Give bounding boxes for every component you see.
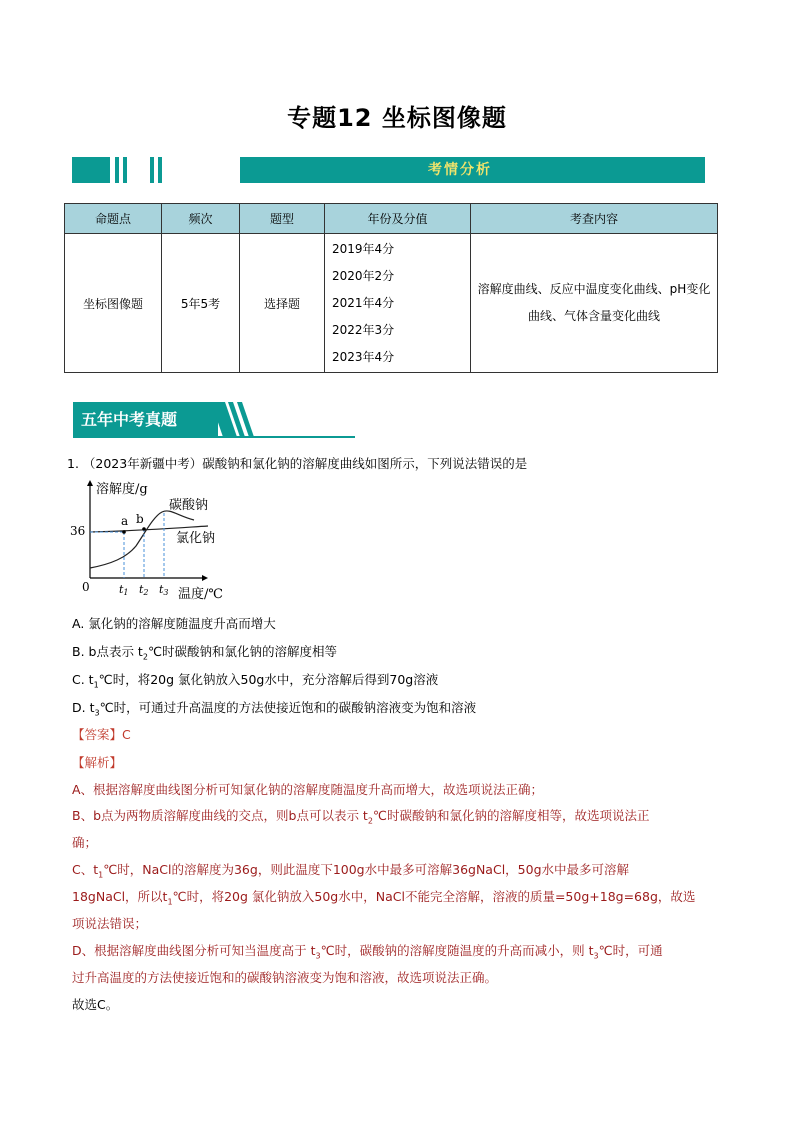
banner-title: 考情分析 — [240, 157, 680, 183]
year-entry: 2019年4分 — [332, 241, 395, 256]
x-tick-label: t3 — [159, 583, 169, 597]
conclusion: 故选C。 — [72, 997, 119, 1012]
year-entry: 2022年3分 — [332, 322, 395, 337]
banner-stripe — [158, 157, 162, 183]
banner-stripe — [123, 157, 127, 183]
table-row — [65, 234, 718, 373]
series-label: 氯化钠 — [176, 531, 216, 546]
x-tick-label: t1 — [119, 583, 129, 597]
banner-stripe — [617, 157, 621, 183]
option-d: D. $t_3℃$时，可通过升高温度的方法使接近饱和的碳酸钠溶液变为饱和溶液 — [72, 700, 477, 718]
content-cell: 溶解度曲线、反应中温度变化曲线、pH变化曲线、气体含量变化曲线 — [471, 234, 718, 373]
x-axis-arrow — [202, 575, 208, 581]
table-header: 考查内容 — [471, 204, 718, 234]
option-b: B. b点表示 $t_2℃$时碳酸钠和氯化钠的溶解度相等 — [72, 644, 337, 662]
exam-analysis-table — [64, 203, 718, 373]
analysis-c: C、$t_1℃$时，NaCl的溶解度为36g，则此温度下100g水中最多可溶解36gNaCl，50g水中最多可溶解 — [72, 862, 630, 880]
banner-bar-right — [671, 157, 705, 183]
banner-stripe — [115, 157, 119, 183]
table-header: 命题点 — [65, 204, 162, 234]
origin-label: 0 — [82, 580, 90, 594]
page-title: 专题12 坐标图像题 — [287, 104, 507, 132]
point-b — [142, 527, 146, 531]
analysis-label: 【解析】 — [72, 755, 123, 770]
topic-cell: 坐标图像题 — [65, 234, 162, 373]
banner-stripe — [653, 157, 657, 183]
point-label: a — [121, 514, 129, 528]
banner-stripe — [661, 157, 665, 183]
section-underline — [73, 436, 355, 438]
x-axis-label: 温度/℃ — [178, 587, 223, 602]
table-header: 年份及分值 — [325, 204, 471, 234]
question-stem: 1. （2023年新疆中考）碳酸钠和氯化钠的溶解度曲线如图所示，下列说法错误的是 — [67, 456, 528, 471]
years-cell — [325, 234, 471, 373]
y-axis-arrow — [87, 480, 93, 486]
year-entry: 2023年4分 — [332, 349, 395, 364]
section-header — [73, 402, 363, 437]
year-entry: 2021年4分 — [332, 295, 395, 310]
x-tick-label: t2 — [139, 583, 149, 597]
banner-stripe — [150, 157, 154, 183]
analysis-b: B、b点为两物质溶解度曲线的交点，则b点可以表示 $t_2℃$时碳酸钠和氯化钠的溶解度相等，故选项说法正 — [72, 808, 650, 826]
section-title: 五年中考真题 — [73, 402, 218, 437]
point-a — [122, 530, 126, 534]
section-banner — [72, 157, 705, 183]
analysis-a: A、根据溶解度曲线图分析可知氯化钠的溶解度随温度升高而增大，故选项说法正确； — [72, 782, 544, 797]
table-header: 频次 — [162, 204, 240, 234]
table-header: 题型 — [240, 204, 325, 234]
series-label: 碳酸钠 — [169, 498, 209, 513]
banner-bar-left — [72, 157, 110, 183]
analysis-b-cont: 确； — [72, 835, 98, 850]
point-label: b — [136, 512, 144, 526]
banner-stripe — [625, 157, 629, 183]
answer-line: 【答案】C — [72, 727, 131, 742]
analysis-d-cont: 过升高温度的方法使接近饱和的碳酸钠溶液变为饱和溶液，故选项说法正确。 — [72, 970, 498, 985]
analysis-d: D、根据溶解度曲线图分析可知当温度高于 $t_3℃$时，碳酸钠的溶解度随温度的升高而减小，则 $t_3℃$时，可通 — [72, 943, 663, 961]
section-stripes — [211, 402, 271, 437]
analysis-c-cont: 18gNaCl，所以$t_1℃$时，将20g 氯化钠放入50g水中，NaCl不能完全溶解，溶液的质量=50g+18g=68g，故选 — [72, 889, 696, 907]
analysis-c-end: 项说法错误； — [72, 916, 148, 931]
solubility-chart — [66, 476, 246, 606]
option-c: C. $t_1℃$时，将20g 氯化钠放入50g水中，充分溶解后得到70g溶液 — [72, 672, 439, 690]
answer-value: C — [122, 727, 131, 742]
type-cell: 选择题 — [240, 234, 325, 373]
frequency-cell: 5年5考 — [162, 234, 240, 373]
year-entry: 2020年2分 — [332, 268, 395, 283]
option-a: A. 氯化钠的溶解度随温度升高而增大 — [72, 616, 276, 631]
y-tick-label: 36 — [70, 524, 86, 538]
y-axis-label: 溶解度/g — [96, 482, 148, 497]
